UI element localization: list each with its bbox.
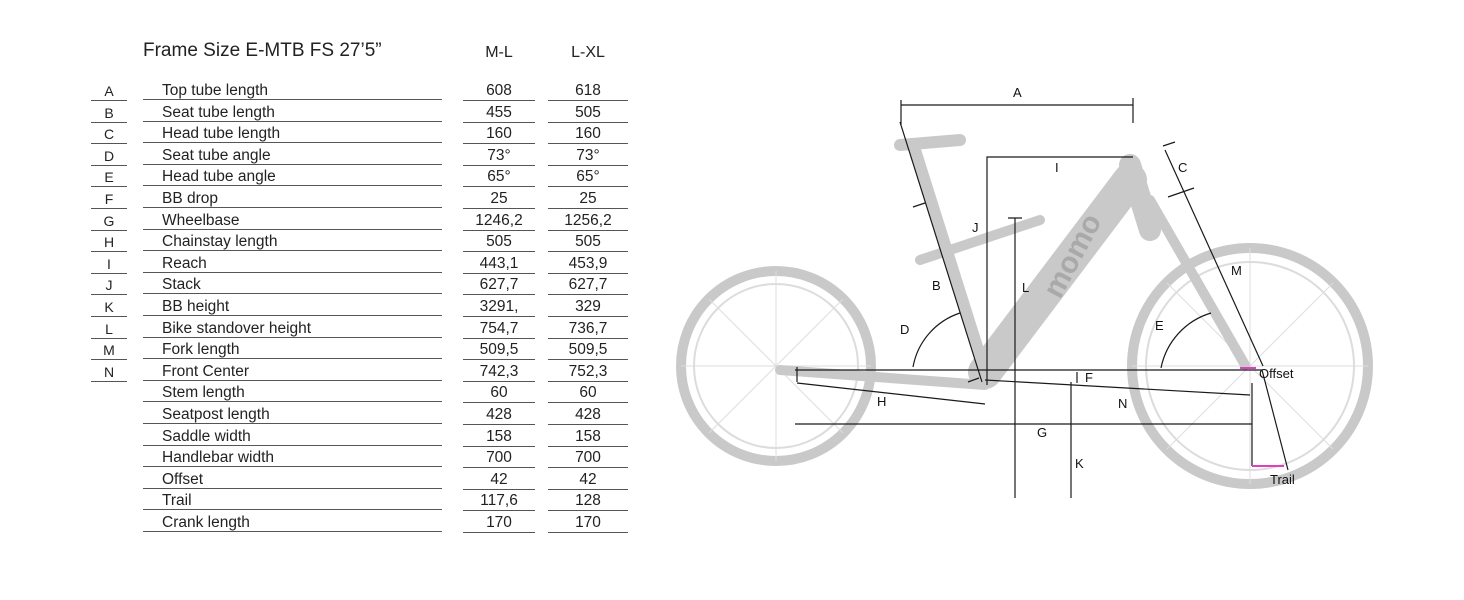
row-label: Front Center [143,361,442,381]
value-m-l: 608 [463,80,535,101]
row-label: Head tube length [143,123,442,143]
value-m-l: 60 [463,382,535,403]
value-l-xl: 65° [548,166,628,187]
value-l-xl: 160 [548,123,628,144]
table-row [0,145,660,167]
value-m-l: 1246,2 [463,210,535,231]
row-letter: E [91,166,127,187]
value-l-xl: 505 [548,102,628,123]
value-m-l: 754,7 [463,318,535,339]
row-letter: K [91,296,127,317]
table-row [0,447,660,469]
label-i: I [1055,160,1059,175]
frame-logo: momo [1037,208,1109,304]
label-a: A [1013,85,1022,100]
value-m-l: 42 [463,469,535,490]
value-l-xl: 170 [548,512,628,533]
row-label: Wheelbase [143,210,442,230]
label-e: E [1155,318,1164,333]
row-label: BB height [143,296,442,316]
value-l-xl: 428 [548,404,628,425]
label-h: H [877,394,887,409]
table-row [0,339,660,361]
value-m-l: 170 [463,512,535,533]
column-header-m-l: M-L [485,44,513,61]
row-letter: G [91,210,127,231]
row-label: Stack [143,274,442,294]
value-l-xl: 329 [548,296,628,317]
value-l-xl: 700 [548,447,628,468]
row-label: BB drop [143,188,442,208]
value-m-l: 65° [463,166,535,187]
table-row [0,296,660,318]
value-m-l: 742,3 [463,361,535,382]
table-title: Frame Size E-MTB FS 27’5” [143,40,382,61]
table-row [0,210,660,232]
label-n: N [1118,396,1128,411]
value-m-l: 428 [463,404,535,425]
value-m-l: 509,5 [463,339,535,360]
row-label: Head tube angle [143,166,442,186]
row-label: Seat tube angle [143,145,442,165]
value-m-l: 73° [463,145,535,166]
label-m: M [1231,263,1242,278]
table-row [0,490,660,512]
table-row [0,382,660,404]
label-d: D [900,322,910,337]
table-row [0,404,660,426]
table-row [0,166,660,188]
row-letter: J [91,274,127,295]
column-header-l-xl: L-XL [571,44,605,61]
value-l-xl: 618 [548,80,628,101]
value-m-l: 700 [463,447,535,468]
value-l-xl: 25 [548,188,628,209]
value-l-xl: 453,9 [548,253,628,274]
value-l-xl: 1256,2 [548,210,628,231]
row-letter: C [91,123,127,144]
table-row [0,318,660,340]
value-m-l: 505 [463,231,535,252]
row-letter: I [91,253,127,274]
table-row [0,469,660,491]
row-label: Stem length [143,382,442,402]
label-l: L [1022,280,1030,295]
table-row [0,80,660,102]
row-label: Handlebar width [143,447,442,467]
value-l-xl: 505 [548,231,628,252]
value-m-l: 25 [463,188,535,209]
label-trail: Trail [1270,472,1295,487]
value-l-xl: 509,5 [548,339,628,360]
table-row [0,102,660,124]
value-l-xl: 627,7 [548,274,628,295]
row-label: Fork length [143,339,442,359]
table-row [0,231,660,253]
row-label: Chainstay length [143,231,442,251]
bike-illustration [681,140,1368,484]
table-row [0,123,660,145]
row-letter: B [91,102,127,123]
row-label: Saddle width [143,426,442,446]
table-row [0,253,660,275]
row-label: Bike standover height [143,318,442,338]
row-label: Seat tube length [143,102,442,122]
label-k: K [1075,456,1084,471]
table-row [0,274,660,296]
value-m-l: 160 [463,123,535,144]
row-letter: N [91,361,127,382]
value-l-xl: 42 [548,469,628,490]
value-l-xl: 60 [548,382,628,403]
table-row [0,188,660,210]
value-l-xl: 128 [548,490,628,511]
row-letter: F [91,188,127,209]
label-b: B [932,278,941,293]
row-label: Crank length [143,512,442,532]
accent-marks [1240,368,1284,466]
row-letter: M [91,339,127,360]
value-l-xl: 158 [548,426,628,447]
row-label: Seatpost length [143,404,442,424]
value-m-l: 3291, [463,296,535,317]
label-g: G [1037,425,1048,440]
value-l-xl: 752,3 [548,361,628,382]
table-row [0,512,660,534]
row-label: Top tube length [143,80,442,100]
table-row [0,361,660,383]
value-m-l: 627,7 [463,274,535,295]
value-m-l: 117,6 [463,490,535,511]
value-l-xl: 73° [548,145,628,166]
bike-geometry-diagram [660,0,1400,560]
row-label: Trail [143,490,442,510]
label-offset: Offset [1259,366,1294,381]
row-letter: A [91,80,127,101]
label-c: C [1178,160,1188,175]
label-f: F [1085,370,1093,385]
value-m-l: 443,1 [463,253,535,274]
value-m-l: 455 [463,102,535,123]
row-label: Offset [143,469,442,489]
label-j: J [972,220,979,235]
row-letter: D [91,145,127,166]
value-l-xl: 736,7 [548,318,628,339]
value-m-l: 158 [463,426,535,447]
row-letter: H [91,231,127,252]
row-label: Reach [143,253,442,273]
table-row [0,426,660,448]
row-letter: L [91,318,127,339]
